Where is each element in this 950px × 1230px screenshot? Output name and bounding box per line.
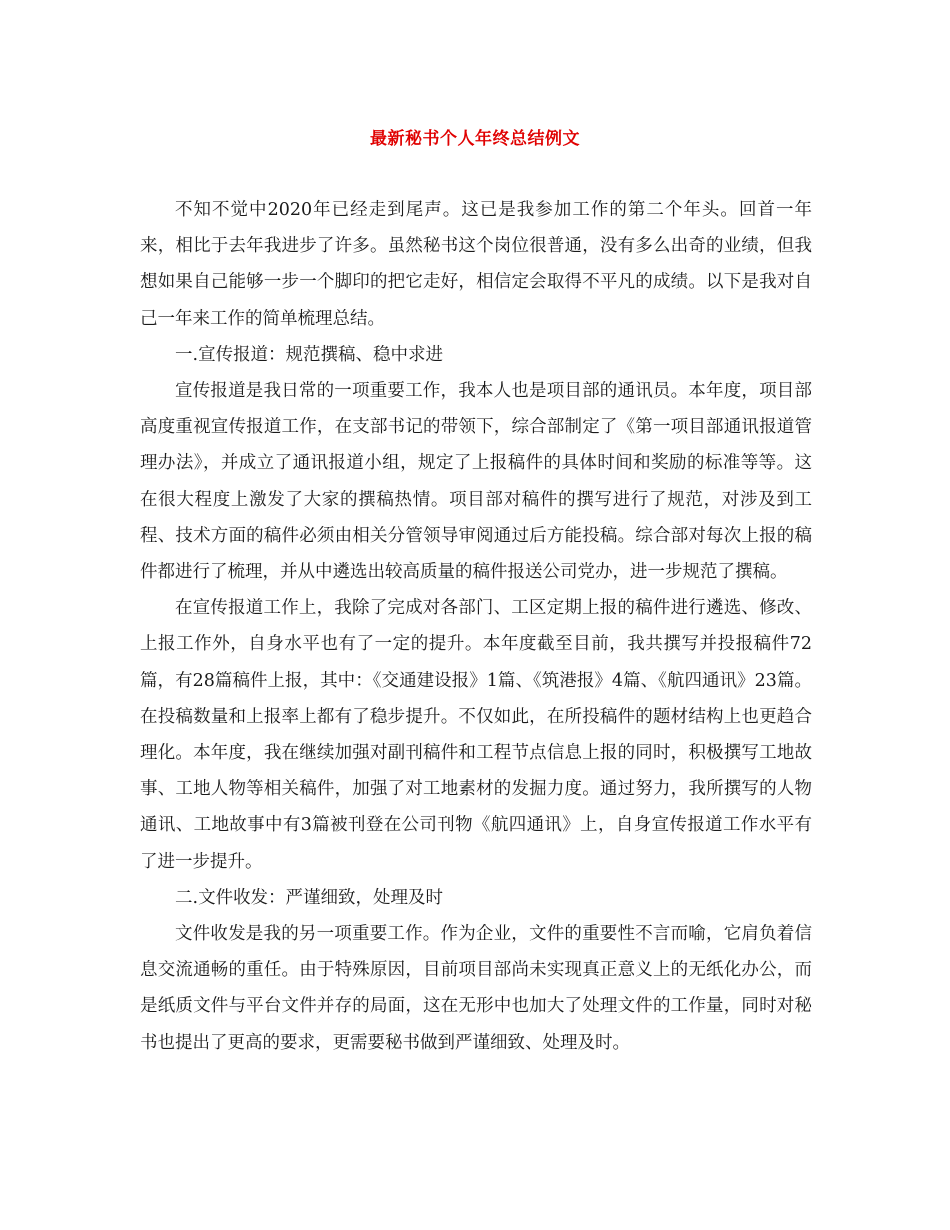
paragraph-publicity-2: 在宣传报道工作上，我除了完成对各部门、工区定期上报的稿件进行遴选、修改、上报工作外，自身水平也有了一定的提升。本年度截至目前，我共撰写并投报稿件72篇，有28篇稿件上报，其中：《交通建设报》1篇、《筑港报》4篇、《航四通讯》23篇。在投稿数量和上报率上都有了稳步提升。不仅如此，在所投稿件的题材结构上也更趋合理化。本年度，我在继续加强对副刊稿件和工程节点信息上报的同时，积极撰写工地故事、工地人物等相关稿件，加强了对工地素材的发掘力度。通过努力，我所撰写的人物通讯、工地故事中有3篇被刊登在公司刊物《航四通讯》上，自身宣传报道工作水平有了进一步提升。	[140, 598, 812, 872]
document-body	[140, 192, 812, 1061]
paragraph-publicity-1: 宣传报道是我日常的一项重要工作，我本人也是项目部的通讯员。本年度，项目部高度重视宣传报道工作，在支部书记的带领下，综合部制定了《第一项目部通讯报道管理办法》，并成立了通讯报道小组，规定了上报稿件的具体时间和奖励的标准等等。这在很大程度上激发了大家的撰稿热情。项目部对稿件的撰写进行了规范，对涉及到工程、技术方面的稿件必须由相关分管领导审阅通过后方能投稿。综合部对每次上报的稿件都进行了梳理，并从中遴选出较高质量的稿件报送公司党办，进一步规范了撰稿。	[140, 381, 812, 583]
section-heading-publicity: 一.宣传报道：规范撰稿、稳中求进	[175, 344, 444, 365]
paragraph-intro: 不知不觉中2020年已经走到尾声。这已是我参加工作的第二个年头。回首一年来，相比于去年我进步了许多。虽然秘书这个岗位很普通，没有多么出奇的业绩，但我想如果自己能够一步一个脚印的把它走好，相信定会取得不平凡的成绩。以下是我对自己一年来工作的简单梳理总结。	[140, 200, 812, 329]
document-title: 最新秘书个人年终总结例文	[370, 129, 580, 149]
section-heading-documents: 二.文件收发：严谨细致，处理及时	[175, 887, 444, 908]
paragraph-documents-1: 文件收发是我的另一项重要工作。作为企业，文件的重要性不言而喻，它肩负着信息交流通畅的重任。由于特殊原因，目前项目部尚未实现真正意义上的无纸化办公，而是纸质文件与平台文件并存的局面，这在无形中也加大了处理文件的工作量，同时对秘书也提出了更高的要求，更需要秘书做到严谨细致、处理及时。	[140, 924, 812, 1053]
